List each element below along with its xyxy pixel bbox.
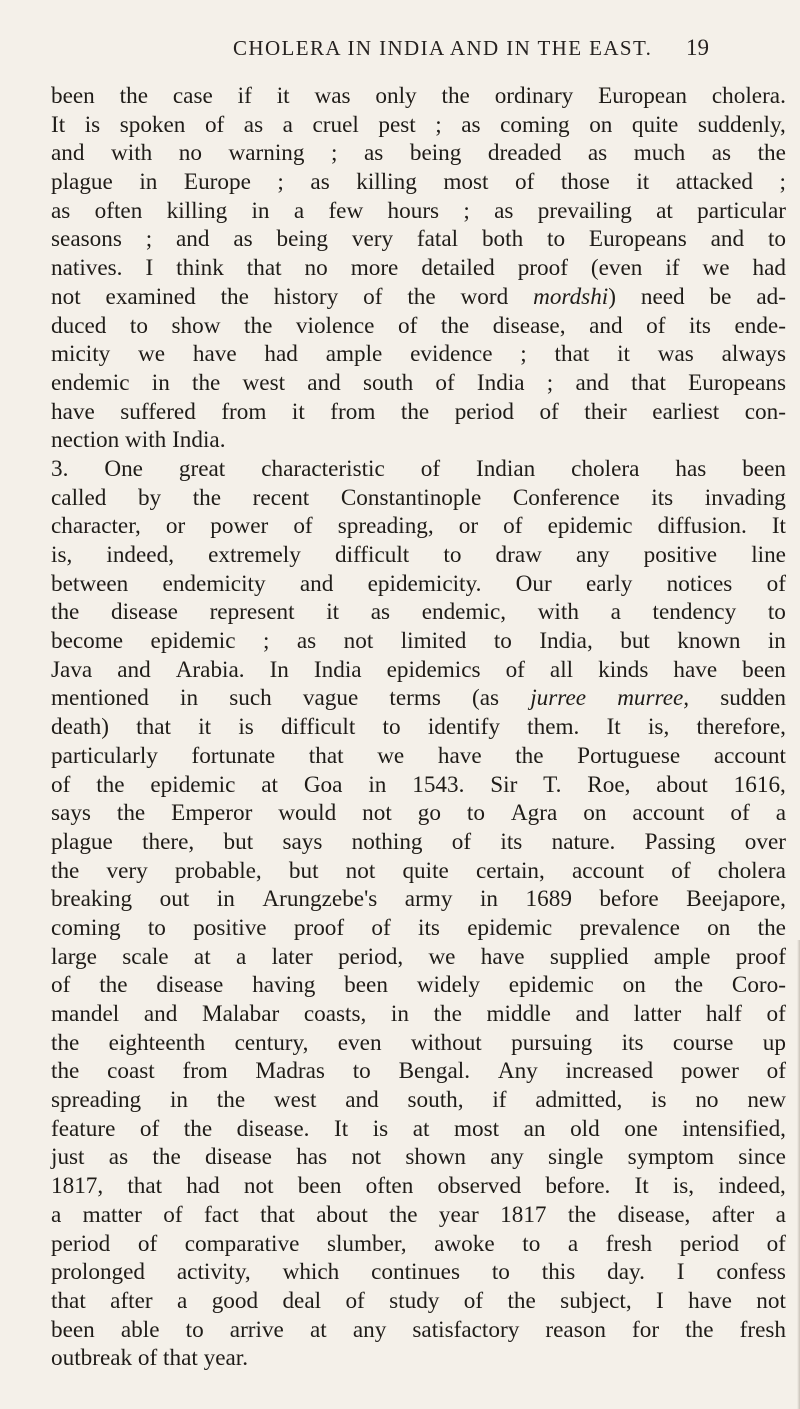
running-head [0,34,800,74]
text-line: just as the disease has not shown any single symptom since [51,1144,786,1171]
text-line: 1817, that had not been often observed before. It is, indeed, [51,1173,786,1200]
text-line: as often killing in a few hours ; as prevailing at particular [51,197,786,224]
text-line: outbreak of that year. [51,1345,249,1372]
text-line: the disease represent it as endemic, with a tendency to [51,599,786,626]
text-line: It is spoken of as a cruel pest ; as coming on quite suddenly, [51,111,786,138]
text-line: duced to show the violence of the disease, and of its ende- [51,312,786,339]
text-line: of the disease having been widely epidemic on the Coro- [51,972,786,999]
text-line: been able to arrive at any satisfactory reason for the fresh [51,1316,786,1343]
text-line: plague there, but says nothing of its nature. Passing over [51,828,786,855]
text-line: between endemicity and epidemicity. Our early notices of [51,570,786,597]
text-line: a matter of fact that about the year 1817 the disease, after a [51,1201,786,1228]
text-line: not examined the history of the word mordshi) need be ad- [51,283,786,310]
text-line: prolonged activity, which continues to this day. I confess [51,1259,786,1286]
text-line: death) that it is difficult to identify them. It is, therefore, [51,714,786,741]
text-line: the eighteenth century, even without pursuing its course up [51,1029,786,1056]
text-line: feature of the disease. It is at most an old one intensified, [51,1115,786,1142]
running-title: CHOLERA IN INDIA AND IN THE EAST. [233,36,653,60]
text-line: spreading in the west and south, if admitted, is no new [51,1087,786,1114]
text-line: plague in Europe ; as killing most of those it attacked ; [51,169,786,196]
text-line: character, or power of spreading, or of epidemic diffusion. It [51,513,786,540]
text-line: 3. One great characteristic of Indian cholera has been [51,455,786,482]
text-line: coming to positive proof of its epidemic prevalence on the [51,914,786,941]
text-line: become epidemic ; as not limited to India, but known in [51,628,786,655]
text-line: have suffered from it from the period of their earliest con- [51,398,786,425]
text-line: nection with India. [51,427,226,454]
text-line: is, indeed, extremely difficult to draw any positive line [51,542,786,568]
text-line: natives. I think that no more detailed proof (even if we had [51,255,786,282]
text-line: says the Emperor would not go to Agra on account of a [51,800,786,827]
text-line: period of comparative slumber, awoke to a fresh period of [51,1230,786,1257]
page-number: 19 [686,35,709,60]
text-line: been the case if it was only the ordinary European cholera. [51,83,786,109]
text-line: Java and Arabia. In India epidemics of all kinds have been [51,656,786,683]
text-line: and with no warning ; as being dreaded as much as the [51,140,786,167]
text-line: large scale at a later period, we have supplied ample proof [51,943,786,970]
body-text [51,82,786,1373]
text-line: the coast from Madras to Bengal. Any increased power of [51,1058,786,1085]
text-line: seasons ; and as being very fatal both to Europeans and to [51,226,786,253]
text-line: the very probable, but not quite certain, account of cholera [51,857,786,884]
text-line: endemic in the west and south of India ; and that Europeans [51,369,786,396]
text-line: mandel and Malabar coasts, in the middle and latter half of [51,1001,786,1027]
text-line: particularly fortunate that we have the Portuguese account [51,742,786,769]
text-line: that after a good deal of study of the subject, I have not [51,1287,786,1314]
text-line: breaking out in Arungzebe's army in 1689 before Beejapore, [51,886,786,913]
text-line: micity we have had ample evidence ; that it was always [51,341,786,368]
text-line: of the epidemic at Goa in 1543. Sir T. Roe, about 1616, [51,771,786,798]
text-line: mentioned in such vague terms (as jurree murree, sudden [51,685,786,712]
text-line: called by the recent Constantinople Conference its invading [51,484,786,511]
